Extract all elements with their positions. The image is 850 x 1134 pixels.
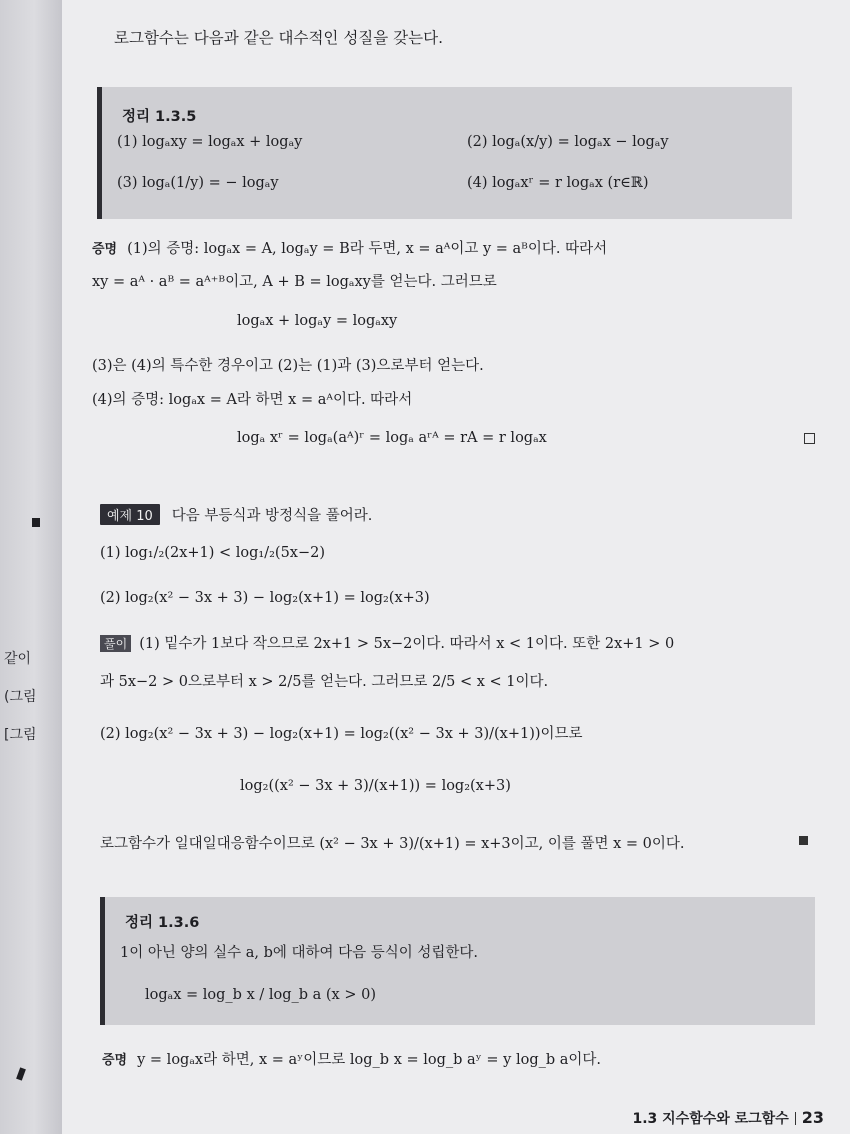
theorem-box (100, 897, 815, 1025)
solution-equation: log₂((x² − 3x + 3)/(x+1)) = log₂(x+3) (240, 778, 511, 794)
theorem-formula: logₐx = log_b x / log_b a (x > 0) (145, 987, 376, 1003)
margin-fragment: 같이 (4, 651, 32, 667)
example-badge: 예제 10 (100, 504, 160, 525)
solution-line: (2) log₂(x² − 3x + 3) − log₂(x+1) = log₂((x² − 3x + 3)/(x+1))이므로 (100, 726, 583, 742)
solution-text: (1) 밑수가 1보다 작으므로 2x+1 > 5x−2이다. 따라서 x < 1이다. 또한 2x+1 > 0 (139, 636, 675, 652)
proof-text: y = logₐx라 하면, x = aʸ이므로 log_b x = log_b aʸ = y log_b a이다. (137, 1052, 602, 1068)
proof-text: (1)의 증명: logₐx = A, logₐy = B라 두면, x = aᴬ이고 y = aᴮ이다. 따라서 (127, 241, 608, 257)
page-number: 23 (801, 1108, 824, 1127)
example-item: (2) log₂(x² − 3x + 3) − log₂(x+1) = log₂(x+3) (100, 590, 430, 606)
theorem-item: (1) logₐxy = logₐx + logₐy (117, 134, 303, 150)
proof-label: 증명 (102, 1053, 128, 1068)
page-footer (632, 1108, 824, 1128)
proof-line: xy = aᴬ · aᴮ = aᴬ⁺ᴮ이고, A + B = logₐxy를 얻는다. 그러므로 (92, 274, 497, 290)
theorem-title: 정리 1.3.6 (125, 915, 200, 931)
example-item: (1) log₁/₂(2x+1) < log₁/₂(5x−2) (100, 545, 326, 561)
proof-line (102, 1048, 601, 1069)
solution-line: 로그함수가 일대일대응함수이므로 (x² − 3x + 3)/(x+1) = x+3이고, 이를 풀면 x = 0이다. (100, 836, 685, 852)
footer-divider (795, 1112, 796, 1125)
theorem-box (97, 87, 792, 219)
solution-line (100, 632, 674, 653)
theorem-title: 정리 1.3.5 (122, 109, 197, 125)
proof-line: (3)은 (4)의 특수한 경우이고 (2)는 (1)과 (3)으로부터 얻는다. (92, 358, 484, 374)
proof-label: 증명 (92, 242, 118, 257)
end-of-proof-icon (804, 433, 815, 444)
footer-section: 1.3 지수함수와 로그함수 (632, 1111, 789, 1127)
proof-line: (4)의 증명: logₐx = A라 하면 x = aᴬ이다. 따라서 (92, 392, 413, 408)
intro-text: 로그함수는 다음과 같은 대수적인 성질을 갖는다. (114, 29, 444, 47)
margin-fragment: (그림 (4, 689, 37, 705)
adjacent-page-edge (0, 0, 62, 1134)
margin-fragment: [그림 (4, 727, 37, 743)
proof-equation: logₐx + logₐy = logₐxy (237, 313, 398, 329)
example-title: 다음 부등식과 방정식을 풀어라. (171, 508, 373, 524)
solution-badge: 풀이 (100, 635, 131, 652)
margin-mark (32, 518, 40, 527)
proof-line (92, 237, 607, 258)
end-of-solution-icon (799, 836, 808, 845)
theorem-item: (3) logₐ(1/y) = − logₐy (117, 175, 279, 191)
solution-line: 과 5x−2 > 0으로부터 x > 2/5를 얻는다. 그러므로 2/5 < x < 1이다. (100, 674, 549, 690)
textbook-page (62, 0, 850, 1134)
theorem-item: (2) logₐ(x/y) = logₐx − logₐy (467, 134, 669, 150)
proof-equation: logₐ xʳ = logₐ(aᴬ)ʳ = logₐ aʳᴬ = rA = r logₐx (237, 430, 547, 446)
theorem-item: (4) logₐxʳ = r logₐx (r∈ℝ) (467, 175, 649, 191)
theorem-text: 1이 아닌 양의 실수 a, b에 대하여 다음 등식이 성립한다. (120, 945, 478, 961)
example-header (100, 504, 372, 525)
margin-mark (16, 1067, 26, 1080)
